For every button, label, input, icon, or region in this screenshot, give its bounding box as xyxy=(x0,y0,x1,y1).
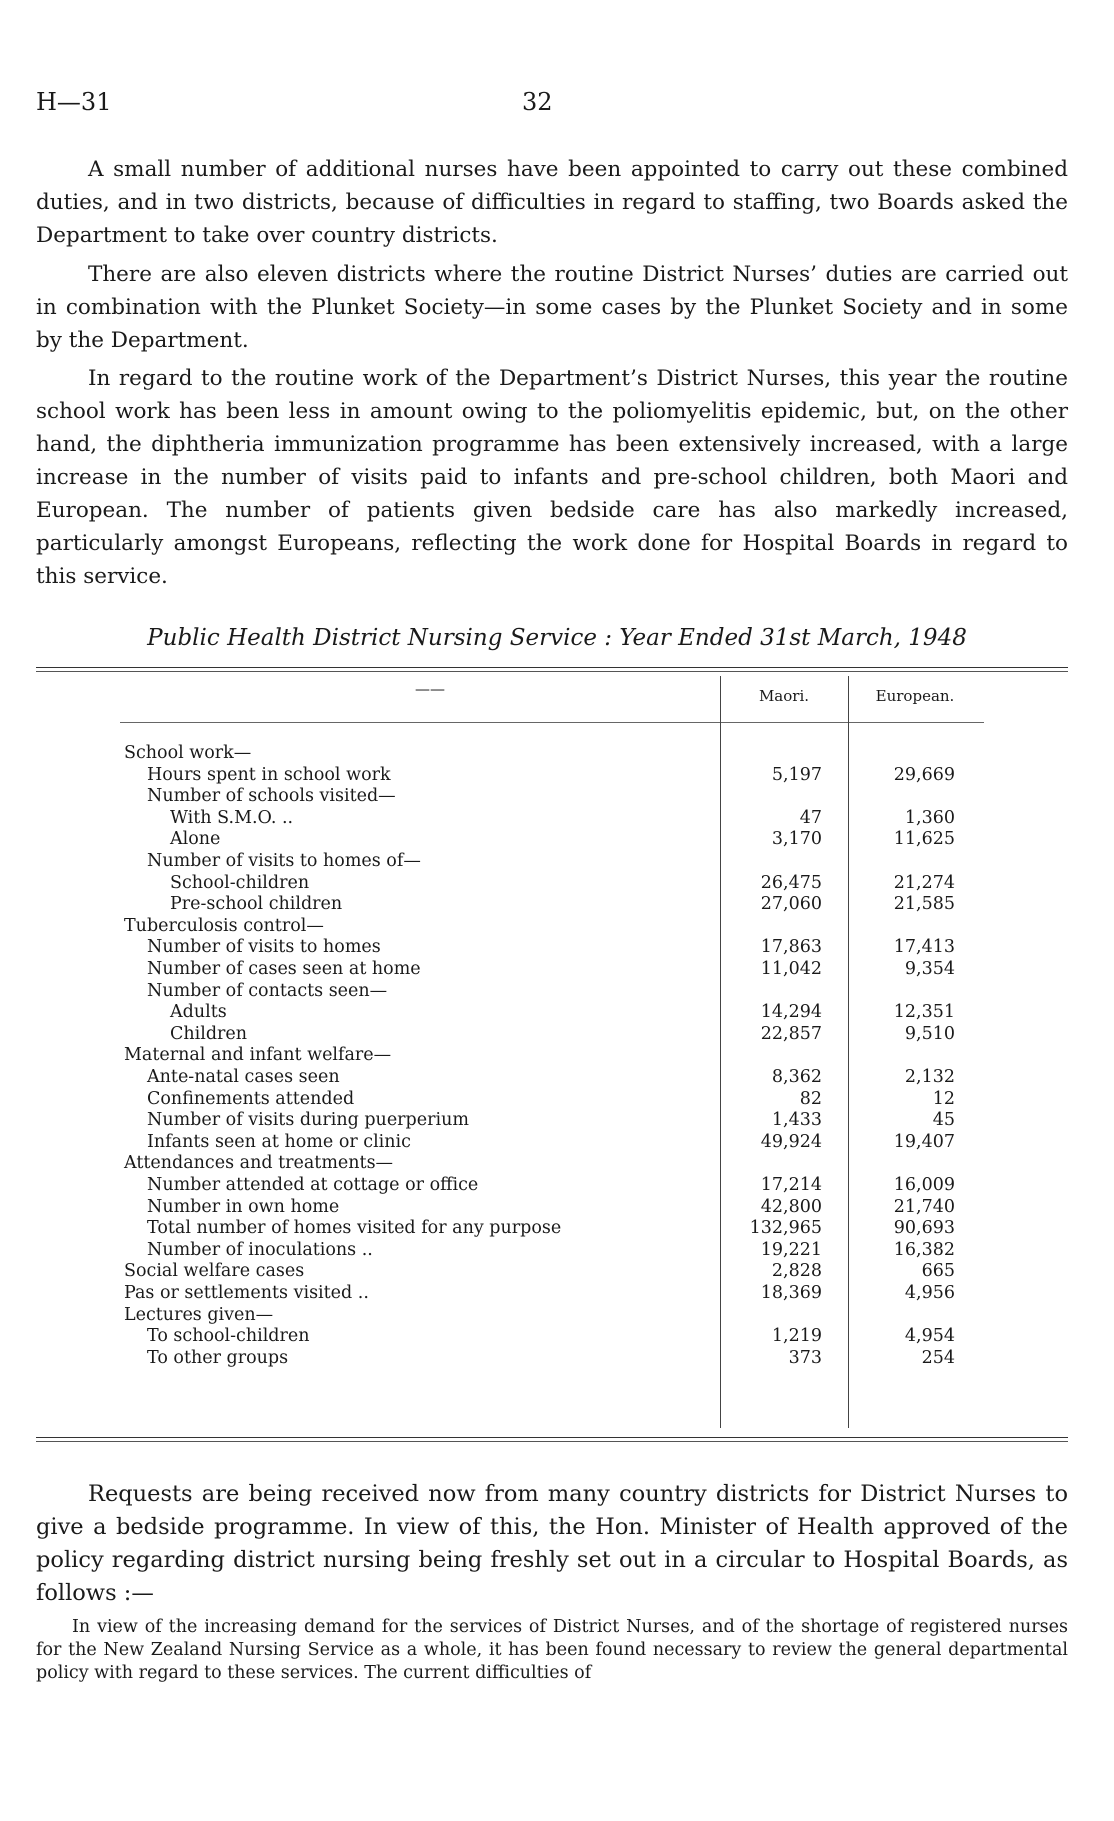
cell-maori: 18,369 xyxy=(760,1283,822,1303)
cell-european: 9,510 xyxy=(904,1023,955,1044)
cell-maori: 27,060 xyxy=(760,894,822,915)
table-bottom-rule-inner xyxy=(36,1441,1068,1442)
column-header-european: European. xyxy=(875,687,955,705)
cell-maori: 8,362 xyxy=(771,1067,822,1087)
row-label: Social welfare cases xyxy=(124,1261,305,1282)
table-row xyxy=(0,743,1114,766)
table-row xyxy=(0,1132,1114,1155)
document-code: H—31 xyxy=(36,88,112,116)
table-row xyxy=(0,1045,1114,1068)
cell-european: 19,407 xyxy=(893,1131,955,1152)
cell-european: 4,956 xyxy=(904,1283,955,1303)
cell-european: 254 xyxy=(921,1347,955,1368)
row-label: School-children xyxy=(170,872,310,893)
row-label: To school-children xyxy=(147,1326,310,1347)
row-label: Alone xyxy=(170,829,221,850)
table-top-rule xyxy=(36,667,1068,668)
table-row xyxy=(0,959,1114,982)
table-row xyxy=(0,1067,1114,1090)
cell-maori: 2,828 xyxy=(771,1261,822,1282)
row-label: Maternal and infant welfare— xyxy=(124,1045,392,1066)
row-label: Hours spent in school work xyxy=(147,764,391,785)
row-label: Ante-natal cases seen xyxy=(147,1067,340,1087)
row-label: Attendances and treatments— xyxy=(124,1153,394,1174)
table-row xyxy=(0,1110,1114,1133)
table-row xyxy=(0,873,1114,896)
table-header-rule xyxy=(120,722,984,723)
row-label: Number of cases seen at home xyxy=(147,959,421,979)
table-row xyxy=(0,1175,1114,1198)
row-label: Number attended at cottage or office xyxy=(147,1175,479,1195)
cell-maori: 3,170 xyxy=(771,829,822,850)
row-label: Number of inoculations .. xyxy=(147,1239,373,1260)
row-label: School work— xyxy=(124,743,252,763)
cell-maori: 373 xyxy=(788,1347,822,1368)
cell-maori: 49,924 xyxy=(760,1131,822,1152)
cell-european: 9,354 xyxy=(904,959,955,979)
paragraph-routine-work: In regard to the routine work of the Department’s District Nurses, this year the routine school work has been less in amount owing to the poliomyelitis epidemic, but, on the other hand, the diphtheria immunization programme has been extensively increased, with a large increase in the number of visits paid to infants and pre-school children, both Maori and European. The number of patients given bedside care has also markedly increased, particularly amongst Europeans, reflecting the work done for Hospital Boards in regard to this service. xyxy=(36,366,1068,589)
cell-european: 2,132 xyxy=(904,1067,955,1087)
cell-maori: 1,433 xyxy=(771,1110,822,1131)
table-title: Public Health District Nursing Service : Year Ended 31st March, 1948 xyxy=(147,625,967,651)
table-row xyxy=(0,1089,1114,1112)
cell-european: 17,413 xyxy=(893,937,955,958)
cell-maori: 17,214 xyxy=(760,1175,822,1195)
cell-european: 45 xyxy=(932,1110,955,1131)
cell-maori: 19,221 xyxy=(760,1239,822,1260)
cell-maori: 11,042 xyxy=(760,959,822,979)
cell-maori: 132,965 xyxy=(749,1218,822,1239)
row-label: Number of schools visited— xyxy=(147,786,396,807)
table-blank-header: —— xyxy=(415,680,445,698)
cell-european: 11,625 xyxy=(893,829,955,850)
table-row xyxy=(0,1348,1114,1371)
row-label: Pas or settlements visited .. xyxy=(124,1283,369,1303)
table-row xyxy=(0,1326,1114,1349)
table-row xyxy=(0,851,1114,874)
row-label: With S.M.O. .. xyxy=(170,807,294,828)
row-label: Adults xyxy=(170,1002,227,1023)
table-bottom-rule xyxy=(36,1437,1068,1438)
table-row xyxy=(0,1261,1114,1284)
table-top-rule-inner xyxy=(36,671,1068,672)
paragraph-plunket-society: There are also eleven districts where the routine District Nurses’ duties are carried out in combination with the Plunket Society—in some cases by the Plunket Society and in some by the Department. xyxy=(36,262,1068,353)
cell-european: 16,382 xyxy=(893,1239,955,1260)
table-row xyxy=(0,1283,1114,1306)
paragraph-additional-nurses: A small number of additional nurses have been appointed to carry out these combined duties, and in two districts, because of difficulties in regard to staffing, two Boards asked the Department to take over country districts. xyxy=(36,157,1068,248)
cell-maori: 1,219 xyxy=(771,1326,822,1347)
cell-maori: 17,863 xyxy=(760,937,822,958)
table-row xyxy=(0,981,1114,1004)
table-row xyxy=(0,1024,1114,1047)
table-row xyxy=(0,1197,1114,1220)
paragraph-circular-quote: In view of the increasing demand for the services of District Nurses, and of the shortage of registered nurses for the New Zealand Nursing Service as a whole, it has been found necessary to review the general departmental policy with regard to these services. The current difficulties of xyxy=(36,1617,1068,1683)
cell-european: 29,669 xyxy=(893,764,955,785)
cell-european: 21,740 xyxy=(893,1196,955,1217)
table-row xyxy=(0,786,1114,809)
table-row xyxy=(0,937,1114,960)
cell-maori: 22,857 xyxy=(760,1023,822,1044)
page-number: 32 xyxy=(522,88,553,116)
cell-maori: 5,197 xyxy=(771,764,822,785)
cell-european: 90,693 xyxy=(893,1218,955,1239)
row-label: To other groups xyxy=(147,1347,289,1368)
table-row xyxy=(0,808,1114,831)
row-label: Total number of homes visited for any purpose xyxy=(147,1218,562,1239)
table-row xyxy=(0,1218,1114,1241)
table-row xyxy=(0,765,1114,788)
row-label: Tuberculosis control— xyxy=(124,915,324,936)
table-row xyxy=(0,1002,1114,1025)
row-label: Confinements attended xyxy=(147,1088,355,1109)
row-label: Number of visits during puerperium xyxy=(147,1110,469,1131)
cell-european: 12,351 xyxy=(893,1002,955,1023)
cell-european: 665 xyxy=(921,1261,955,1282)
cell-maori: 47 xyxy=(799,807,822,828)
cell-maori: 42,800 xyxy=(760,1196,822,1217)
row-label: Number of contacts seen— xyxy=(147,980,388,1001)
cell-european: 16,009 xyxy=(893,1175,955,1195)
cell-maori: 14,294 xyxy=(760,1002,822,1023)
row-label: Number of visits to homes xyxy=(147,937,381,958)
cell-european: 4,954 xyxy=(904,1326,955,1347)
row-label: Lectures given— xyxy=(124,1304,274,1325)
table-row xyxy=(0,1305,1114,1328)
table-row xyxy=(0,894,1114,917)
table-row xyxy=(0,829,1114,852)
cell-european: 21,585 xyxy=(893,894,955,915)
column-header-maori: Maori. xyxy=(758,687,810,705)
cell-european: 1,360 xyxy=(904,807,955,828)
cell-maori: 26,475 xyxy=(760,872,822,893)
cell-maori: 82 xyxy=(799,1088,822,1109)
row-label: Infants seen at home or clinic xyxy=(147,1131,411,1152)
paragraph-requests: Requests are being received now from many country districts for District Nurses to give a bedside programme. In view of this, the Hon. Minister of Health approved of the policy regarding district nursing being freshly set out in a circular to Hospital Boards, as follows :— xyxy=(36,1481,1068,1606)
table-row xyxy=(0,1240,1114,1263)
table-row xyxy=(0,1153,1114,1176)
row-label: Number in own home xyxy=(147,1196,340,1217)
row-label: Pre-school children xyxy=(170,894,343,915)
row-label: Number of visits to homes of— xyxy=(147,851,421,871)
cell-european: 21,274 xyxy=(893,872,955,893)
row-label: Children xyxy=(170,1023,248,1044)
table-row xyxy=(0,916,1114,939)
cell-european: 12 xyxy=(932,1088,955,1109)
